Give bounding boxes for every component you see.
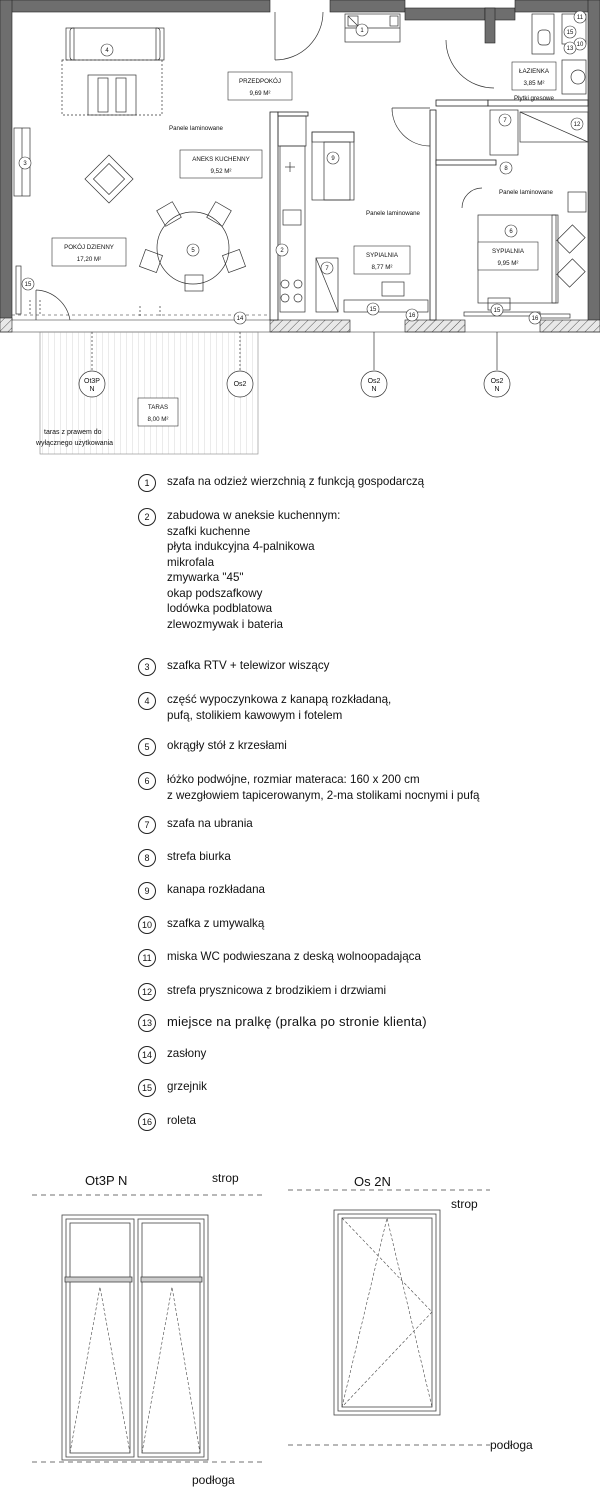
plan-marker-12: 12 [573, 122, 581, 128]
legend-text-1: szafa na odzież wierzchnią z funkcją gospodarczą [167, 475, 425, 488]
elevation-left-podloga: podłoga [192, 1473, 235, 1487]
legend-number-13: 13 [138, 1014, 156, 1032]
legend-text-11: miska WC podwieszana z deską wolnoopadająca [167, 950, 421, 963]
legend-item-1 [138, 474, 424, 492]
wardrobe-1 [345, 14, 400, 42]
legend-text-15: grzejnik [167, 1080, 207, 1093]
legend-number-8: 8 [138, 849, 156, 867]
terrace-note-line-2: wyłącznego użytkowania [36, 440, 114, 447]
floor-label-bedroom-1: Panele laminowane [365, 210, 421, 217]
legend-item-7 [138, 816, 253, 834]
legend-text-12: strefa prysznicowa z brodzikiem i drzwiami [167, 984, 387, 997]
elevation-ot3p [32, 1195, 262, 1462]
floor-label-bathroom: Płytki gresowe [514, 95, 554, 102]
armchair [85, 155, 133, 203]
legend-number-11: 11 [138, 949, 156, 967]
legend-text-6: łóżko podwójne, rozmiar materaca: 160 x 200 cm z wezgłowiem tapicerowanym, 2-ma stolikami nocnymi i pufą [167, 773, 480, 802]
legend-number-7: 7 [138, 816, 156, 834]
legend-text-4: część wypoczynkowa z kanapą rozkładaną, pufą, stolikiem kawowym i fotelem [167, 693, 392, 722]
legend-item-9 [138, 882, 265, 900]
legend-item-8 [138, 849, 231, 867]
elevation-left-title: Ot3P N [85, 1173, 128, 1188]
legend-item-14 [138, 1046, 206, 1064]
legend-text-9: kanapa rozkładana [167, 883, 265, 896]
interior-walls [270, 100, 588, 320]
room-area-taras: 8,00 M² [147, 416, 169, 423]
window-elevations [0, 1150, 600, 1492]
room-area-przedpokoj: 9,69 M² [249, 90, 271, 97]
plan-marker-15d: 15 [566, 30, 574, 36]
legend-number-16: 16 [138, 1113, 156, 1131]
room-name-sypialnia2: SYPIALNIA [492, 248, 524, 255]
legend-item-16 [138, 1113, 196, 1131]
legend-text-8: strefa biurka [167, 850, 231, 863]
room-name-sypialnia1: SYPIALNIA [366, 252, 398, 259]
floor-plan [0, 0, 600, 460]
terrace-note-line-1: taras z prawem do [44, 429, 102, 436]
room-name-przedpokoj: PRZEDPOKÓJ [239, 78, 281, 85]
legend-text-13: miejsce na pralkę (pralka po stronie klienta) [167, 1014, 427, 1029]
legend-text-2: zabudowa w aneksie kuchennym: szafki kuchenne płyta indukcyjna 4-palnikowa mikrofala zmywarka "45" okap podszafkowy lodówka podblatowa zlewozmywak i bateria [167, 509, 341, 631]
plan-marker-10: 10 [576, 42, 584, 48]
legend-item-4 [138, 692, 391, 723]
room-area-sypialnia2: 9,95 M² [497, 260, 519, 267]
plan-marker-7b: 7 [503, 118, 507, 124]
legend-item-2 [138, 508, 340, 632]
entrance-door [275, 12, 323, 60]
plan-marker-13: 13 [566, 46, 574, 52]
room-name-lazienka: ŁAZIENKA [519, 68, 549, 75]
legend-item-15 [138, 1079, 207, 1097]
room-area-lazienka: 3,85 M² [523, 80, 545, 87]
elevation-os2n [288, 1190, 490, 1445]
legend-number-2: 2 [138, 508, 156, 526]
window-tag-w2-code: Os2 [233, 381, 247, 388]
legend-item-3 [138, 658, 329, 676]
bottom-wall [0, 315, 600, 332]
legend-text-10: szafka z umywalką [167, 917, 265, 930]
plan-marker-14: 14 [236, 316, 244, 322]
plan-marker-15c: 15 [493, 308, 501, 314]
legend-number-1: 1 [138, 474, 156, 492]
legend-item-10 [138, 916, 264, 934]
kitchen-units [278, 116, 306, 312]
window-tag-w1-code: Ot3P [84, 378, 100, 385]
legend-number-5: 5 [138, 738, 156, 756]
plan-marker-9: 9 [331, 156, 335, 162]
elevation-right-strop: strop [451, 1197, 478, 1211]
elevation-right-title: Os 2N [354, 1174, 391, 1189]
legend-number-3: 3 [138, 658, 156, 676]
room-name-pokoj: POKÓJ DZIENNY [64, 244, 114, 251]
room-area-sypialnia1: 8,77 M² [371, 264, 393, 271]
legend-number-12: 12 [138, 983, 156, 1001]
legend-item-6 [138, 772, 480, 803]
room-area-aneks: 9,52 M² [210, 168, 232, 175]
legend-number-14: 14 [138, 1046, 156, 1064]
legend-number-15: 15 [138, 1079, 156, 1097]
legend-item-12 [138, 983, 386, 1001]
sofa-bed [312, 132, 354, 200]
bedroom-doors [392, 40, 494, 208]
elevation-right-podloga: podłoga [490, 1438, 533, 1452]
plan-marker-1: 1 [360, 28, 364, 34]
legend-item-13 [138, 1014, 427, 1032]
plan-markers [19, 11, 586, 324]
plan-marker-16b: 16 [531, 316, 539, 322]
living-sofa-area [62, 28, 164, 115]
plan-marker-4: 4 [105, 48, 109, 54]
room-name-aneks: ANEKS KUCHENNY [192, 156, 250, 163]
room-name-taras: TARAS [147, 404, 169, 411]
legend-text-3: szafka RTV + telewizor wiszący [167, 659, 330, 672]
plan-marker-15b: 15 [369, 307, 377, 313]
floor-label-bedroom-2: Panele laminowane [498, 189, 554, 196]
legend-item-5 [138, 738, 287, 756]
legend-number-6: 6 [138, 772, 156, 790]
plan-marker-7a: 7 [325, 266, 329, 272]
plan-marker-2: 2 [280, 248, 284, 254]
legend-item-11 [138, 949, 421, 967]
legend-text-7: szafa na ubrania [167, 817, 253, 830]
legend-number-4: 4 [138, 692, 156, 710]
window-tag-w4-code: Os2 [490, 378, 504, 385]
window-tag-w3-n: N [371, 386, 377, 393]
legend-text-14: zasłony [167, 1047, 207, 1060]
plan-marker-15a: 15 [24, 282, 32, 288]
legend-number-9: 9 [138, 882, 156, 900]
plan-marker-5: 5 [191, 248, 195, 254]
plan-marker-8: 8 [504, 166, 508, 172]
room-area-pokoj: 17,20 M² [76, 256, 102, 263]
plan-marker-11: 11 [576, 15, 584, 21]
elevation-left-strop: strop [212, 1171, 239, 1185]
plan-marker-16a: 16 [408, 313, 416, 319]
plan-marker-3: 3 [23, 161, 27, 167]
window-tag-w1-n: N [89, 386, 95, 393]
legend-text-5: okrągły stół z krzesłami [167, 739, 287, 752]
legend-text-16: roleta [167, 1114, 197, 1127]
plan-marker-6: 6 [509, 229, 513, 235]
legend-number-10: 10 [138, 916, 156, 934]
balcony-door [16, 266, 160, 320]
floor-label-living: Panele laminowane [168, 125, 224, 132]
window-tag-w3-code: Os2 [367, 378, 381, 385]
window-tag-w4-n: N [494, 386, 500, 393]
